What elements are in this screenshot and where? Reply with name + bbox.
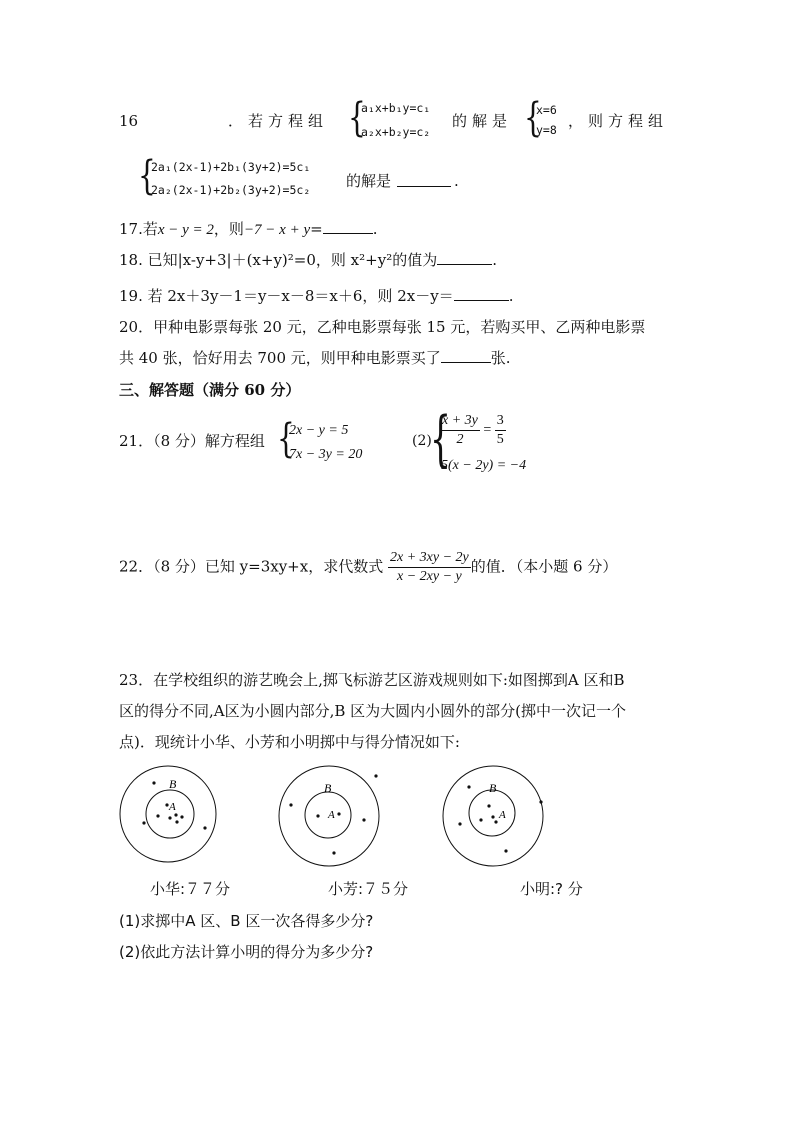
q16-sol2: y=8 <box>536 123 557 137</box>
q21-frac-lhs-num: x + 3y <box>440 412 480 431</box>
dart <box>332 851 335 854</box>
q16-eq2: a₂x+b₂y=c₂ <box>361 125 431 139</box>
dart <box>374 774 377 777</box>
q21-frac-rhs-den: 5 <box>496 432 504 447</box>
q17-condition: x − y = 2 <box>157 222 214 238</box>
q21-eq3-sign: = <box>483 422 492 438</box>
q16-eq3: 2a₁(2x-1)+2b₁(3y+2)=5c₁ <box>151 160 311 174</box>
q22-fraction <box>388 549 471 586</box>
section-3-title: 三、解答题（满分 60 分） <box>119 381 301 399</box>
target-xiaoming-label-a: A <box>499 809 506 821</box>
q20-line1: 20．甲种电影票每张 20 元，乙种电影票每张 15 元，若购买甲、乙两种电影票 <box>119 318 646 336</box>
target-xiaohua-label-b: B <box>169 777 177 791</box>
target-xiaohua-outer-circle <box>120 766 216 862</box>
target-xiaohua-caption: 小华:７７分 <box>150 880 231 898</box>
q20-line2-wrap <box>119 348 511 368</box>
target-xiaofang <box>268 762 398 872</box>
q19-answer-blank[interactable] <box>454 286 509 301</box>
dart <box>316 814 319 817</box>
q17-answer-blank[interactable] <box>323 219 373 234</box>
target-xiaoming-inner-circle <box>469 790 515 836</box>
dart <box>494 820 497 823</box>
dart <box>142 821 145 824</box>
q21-eq1: 2x − y = 5 <box>289 423 349 438</box>
dart <box>337 812 340 815</box>
target-xiaofang-label-b: B <box>324 781 332 795</box>
q16-end: . <box>454 172 459 190</box>
q16-sol1: x=6 <box>536 103 557 117</box>
dart <box>289 803 292 806</box>
q21-part2-label: (2) <box>412 433 432 449</box>
dart <box>203 826 206 829</box>
target-xiaoming-caption: 小明:? 分 <box>520 880 583 898</box>
q18-end: . <box>492 251 497 269</box>
q20-answer-blank[interactable] <box>441 348 491 363</box>
q21-brace-1: { <box>277 416 295 462</box>
dart <box>487 804 490 807</box>
q21-frac-rhs <box>495 412 506 449</box>
dart <box>491 815 494 818</box>
dart <box>174 813 177 816</box>
q21-brace-2: { <box>430 404 452 474</box>
q16-eq1: a₁x+b₁y=c₁ <box>361 101 431 115</box>
q22-suffix: 的值．（本小题 6 分） <box>470 557 618 576</box>
q18-answer-blank[interactable] <box>437 250 492 265</box>
q23-sub2: (2)依此方法计算小明的得分为多少分? <box>119 943 374 961</box>
q21-eq4: 5(x − 2y) = −4 <box>441 458 527 473</box>
question-18 <box>119 250 497 270</box>
q16-eq4: 2a₂(2x-1)+2b₂(3y+2)=5c₂ <box>151 183 311 197</box>
q17-equals: = <box>310 220 323 238</box>
q22-numerator: 2x + 3xy − 2y <box>388 549 471 568</box>
q17-prefix: 17.若 <box>119 220 158 238</box>
dart <box>479 818 482 821</box>
target-xiaohua <box>110 762 240 872</box>
q21-eq2: 7x − 3y = 20 <box>289 447 363 462</box>
q17-mid: ，则 <box>213 220 244 238</box>
q20-line2: 共 40 张，恰好用去 700 元，则甲种电影票买了 <box>119 349 441 367</box>
q21-eq3 <box>440 412 506 449</box>
dart <box>152 781 155 784</box>
q18-text: 18. 已知|x-y+3|＋(x+y)²=0，则 x²+y²的值为 <box>119 251 438 269</box>
q16-intro: ．若方程组 <box>228 112 329 130</box>
dart <box>458 822 461 825</box>
q21-frac-lhs <box>440 412 480 449</box>
target-xiaofang-label-a: A <box>328 809 335 821</box>
q21-prefix: 21．（8 分）解方程组 <box>119 432 265 450</box>
target-xiaohua-label-a: A <box>169 801 176 813</box>
dart <box>180 815 183 818</box>
dart <box>362 818 365 821</box>
q19-end: . <box>508 287 514 305</box>
q23-line1: 23．在学校组织的游艺晚会上,掷飞标游艺区游戏规则如下:如图掷到A 区和B <box>119 671 625 689</box>
q16-answer-blank[interactable] <box>397 172 451 187</box>
dart <box>539 800 542 803</box>
q23-line2: 区的得分不同,A区为小圆内部分,B 区为大圆内小圆外的部分(掷中一次记一个 <box>119 702 627 720</box>
question-17 <box>119 219 377 240</box>
q22-denominator: x − 2xy − y <box>397 569 462 584</box>
q16-then: ，则方程组 <box>568 112 669 130</box>
dart <box>168 816 171 819</box>
target-xiaohua-inner-circle <box>146 790 194 838</box>
q19-text: 19. 若 2x＋3y－1＝y－x－8＝x＋6，则 2x－y＝ <box>119 287 454 305</box>
dart <box>165 803 168 806</box>
q17-end: . <box>372 220 378 238</box>
target-xiaofang-caption: 小芳:７５分 <box>328 880 409 898</box>
question-22 <box>119 549 617 586</box>
target-xiaoming <box>432 762 562 872</box>
dart <box>467 785 470 788</box>
dart <box>504 849 507 852</box>
q16-brace-1: { <box>348 95 366 141</box>
q16-number: 16 <box>119 112 139 130</box>
dart <box>156 814 159 817</box>
q22-prefix: 22．（8 分）已知 y=3xy+x，求代数式 <box>119 557 384 576</box>
target-xiaoming-label-b: B <box>489 781 497 795</box>
question-19 <box>119 286 513 306</box>
q20-end: 张. <box>490 349 511 367</box>
q16-brace-3: { <box>138 153 156 199</box>
dart <box>175 820 178 823</box>
q21-frac-rhs-num: 3 <box>495 412 506 431</box>
q16-mid: 的解是 <box>452 112 513 130</box>
q17-expression: −7 − x + y <box>243 222 311 238</box>
q16-tail: 的解是 <box>346 172 392 190</box>
q16-brace-2: { <box>524 95 542 141</box>
q23-sub1: (1)求掷中A 区、B 区一次各得多少分? <box>119 912 374 930</box>
q23-line3: 点)．现统计小华、小芳和小明掷中与得分情况如下: <box>119 733 460 751</box>
q21-frac-lhs-den: 2 <box>456 432 464 447</box>
